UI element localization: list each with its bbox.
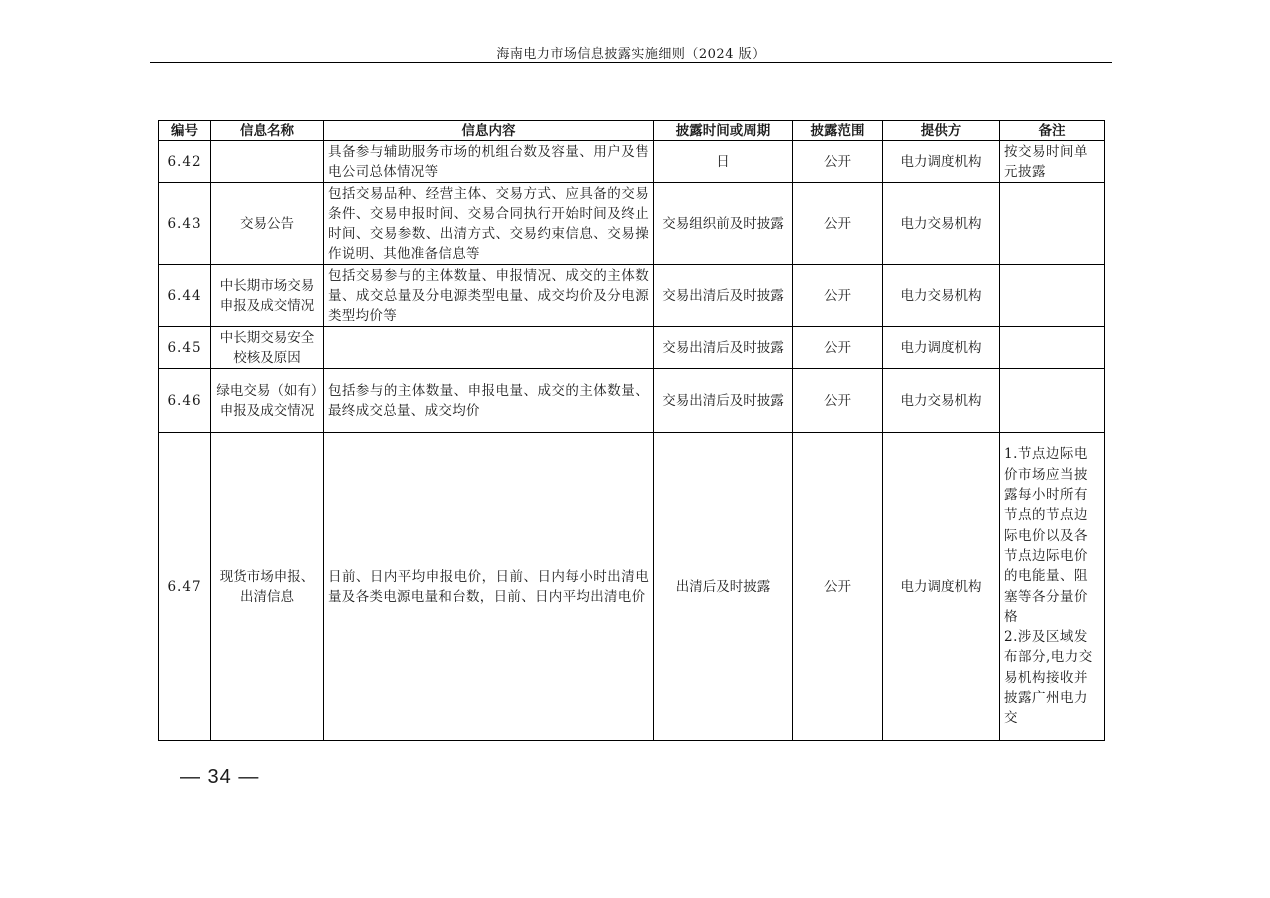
cell-content: 具备参与辅助服务市场的机组台数及容量、用户及售电公司总体情况等	[324, 141, 654, 183]
cell-scope: 公开	[793, 327, 883, 369]
cell-timing: 日	[654, 141, 793, 183]
cell-timing: 交易出清后及时披露	[654, 265, 793, 327]
cell-provider: 电力调度机构	[883, 327, 1000, 369]
table-header-row	[159, 121, 1105, 141]
cell-name: 交易公告	[211, 183, 324, 265]
cell-note-text: 1.节点边际电价市场应当披露每小时所有节点的节点边际电价以及各节点边际电价的电能量、阻塞等各分量价格 2.涉及区域发布部分,电力交易机构接收并披露广州电力交	[1004, 446, 1093, 727]
cell-scope: 公开	[793, 183, 883, 265]
running-header: 海南电力市场信息披露实施细则（2024 版）	[496, 47, 766, 62]
column-header-note: 备注	[1000, 121, 1105, 141]
table-row	[159, 183, 1105, 265]
table-row	[159, 265, 1105, 327]
cell-name: 中长期交易安全校核及原因	[211, 327, 324, 369]
cell-provider: 电力交易机构	[883, 265, 1000, 327]
cell-timing: 交易出清后及时披露	[654, 369, 793, 433]
table-row	[159, 433, 1105, 741]
table-row	[159, 327, 1105, 369]
cell-timing: 交易组织前及时披露	[654, 183, 793, 265]
cell-id: 6.46	[159, 369, 211, 433]
cell-content: 包括参与的主体数量、申报电量、成交的主体数量、最终成交总量、成交均价	[324, 369, 654, 433]
column-header-provider: 提供方	[883, 121, 1000, 141]
disclosure-table	[158, 120, 1105, 741]
column-header-id: 编号	[159, 121, 211, 141]
cell-content: 日前、日内平均申报电价，日前、日内每小时出清电量及各类电源电量和台数，日前、日内平均出清电价	[324, 433, 654, 741]
table-row	[159, 141, 1105, 183]
column-header-name: 信息名称	[211, 121, 324, 141]
cell-provider: 电力交易机构	[883, 369, 1000, 433]
cell-scope: 公开	[793, 369, 883, 433]
cell-note	[1000, 369, 1105, 433]
cell-name: 绿电交易（如有）申报及成交情况	[211, 369, 324, 433]
cell-provider: 电力调度机构	[883, 141, 1000, 183]
cell-scope: 公开	[793, 265, 883, 327]
cell-id: 6.45	[159, 327, 211, 369]
cell-name: 现货市场申报、出清信息	[211, 433, 324, 741]
cell-note	[1000, 327, 1105, 369]
cell-timing: 交易出清后及时披露	[654, 327, 793, 369]
header-rule	[150, 62, 1112, 63]
cell-content	[324, 327, 654, 369]
cell-name: 中长期市场交易申报及成交情况	[211, 265, 324, 327]
table-row	[159, 369, 1105, 433]
page-number: — 34 —	[180, 766, 260, 788]
cell-provider: 电力调度机构	[883, 433, 1000, 741]
cell-content: 包括交易品种、经营主体、交易方式、应具备的交易条件、交易申报时间、交易合同执行开始时间及终止时间、交易参数、出清方式、交易约束信息、交易操作说明、其他准备信息等	[324, 183, 654, 265]
cell-content: 包括交易参与的主体数量、申报情况、成交的主体数量、成交总量及分电源类型电量、成交均价及分电源类型均价等	[324, 265, 654, 327]
cell-timing: 出清后及时披露	[654, 433, 793, 741]
cell-note	[1000, 433, 1105, 741]
cell-id: 6.44	[159, 265, 211, 327]
cell-scope: 公开	[793, 141, 883, 183]
cell-scope: 公开	[793, 433, 883, 741]
column-header-content: 信息内容	[324, 121, 654, 141]
cell-note	[1000, 265, 1105, 327]
cell-provider: 电力交易机构	[883, 183, 1000, 265]
column-header-timing: 披露时间或周期	[654, 121, 793, 141]
column-header-scope: 披露范围	[793, 121, 883, 141]
cell-name	[211, 141, 324, 183]
cell-id: 6.43	[159, 183, 211, 265]
cell-id: 6.47	[159, 433, 211, 741]
cell-note	[1000, 183, 1105, 265]
cell-id: 6.42	[159, 141, 211, 183]
cell-note: 按交易时间单元披露	[1000, 141, 1105, 183]
